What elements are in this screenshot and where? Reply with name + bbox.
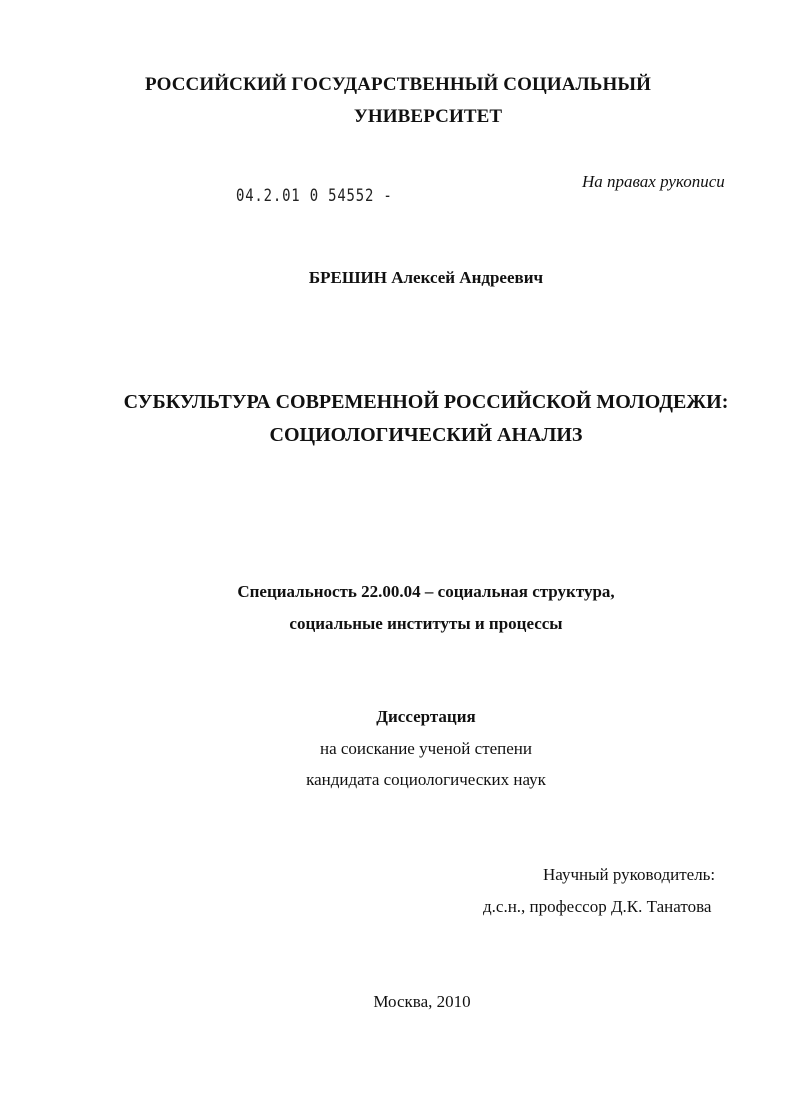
- author-given-names: Алексей Андреевич: [391, 268, 544, 287]
- author-surname: БРЕШИН: [308, 268, 387, 287]
- city-year: Москва, 2010: [373, 992, 471, 1011]
- degree-line2: кандидата социологических наук: [306, 770, 546, 789]
- supervisor-name: д.с.н., профессор Д.К. Танатова: [483, 897, 712, 916]
- title-line1: СУБКУЛЬТУРА СОВРЕМЕННОЙ РОССИЙСКОЙ МОЛОДЕЖИ:: [123, 391, 729, 413]
- degree-line1: на соискание ученой степени: [319, 739, 533, 758]
- title-line2: СОЦИОЛОГИЧЕСКИЙ АНАЛИЗ: [269, 424, 583, 446]
- university-name-line1: РОССИЙСКИЙ ГОСУДАРСТВЕННЫЙ СОЦИАЛЬНЫЙ: [145, 74, 651, 95]
- speciality-line2: социальные институты и процессы: [289, 614, 563, 633]
- speciality-line1: Специальность 22.00.04 – социальная структура,: [237, 582, 615, 601]
- dissertation-label: Диссертация: [376, 707, 476, 726]
- registration-stamp: 04.2.01 0 54552 -: [236, 186, 393, 206]
- author-name: [28, 268, 796, 288]
- rights-note: На правах рукописи: [582, 172, 725, 191]
- university-name-line2: УНИВЕРСИТЕТ: [353, 106, 503, 127]
- supervisor-label: Научный руководитель:: [543, 865, 716, 884]
